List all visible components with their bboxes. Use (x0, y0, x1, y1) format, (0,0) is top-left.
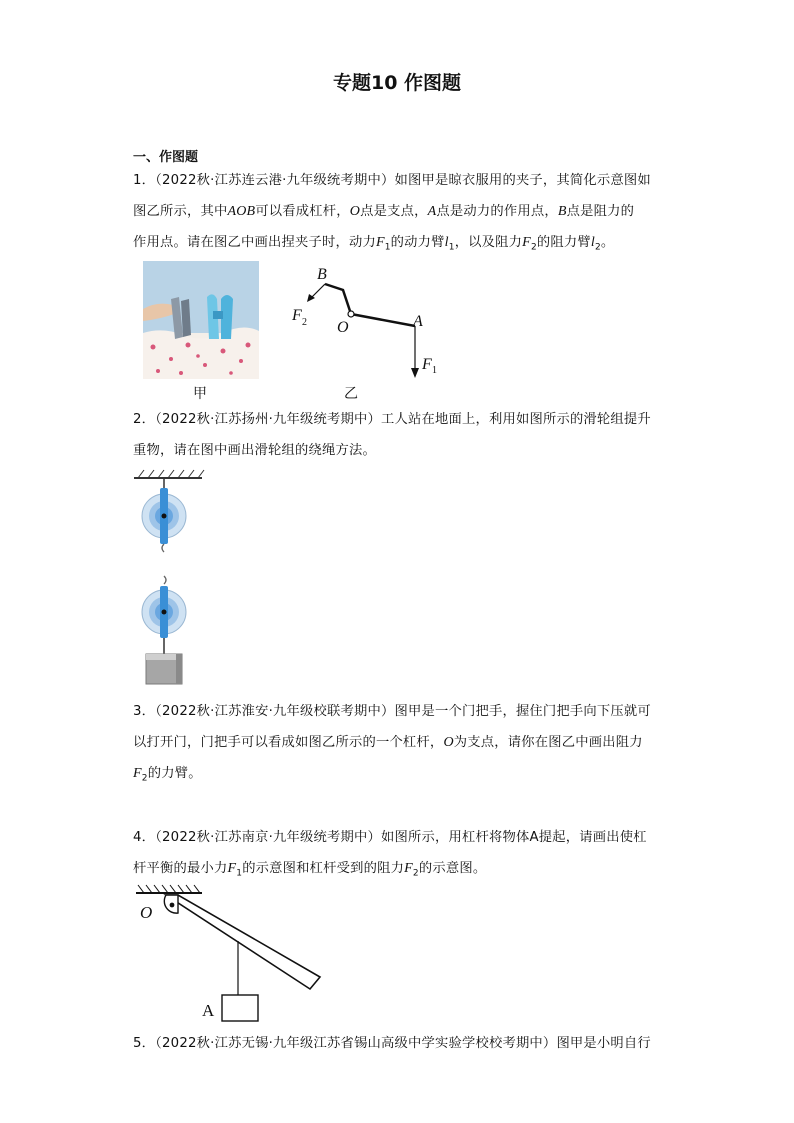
question-1: 1．（2022秋·江苏连云港·九年级统考期中）如图甲是晾衣服用的夹子，其简化示意图如 图乙所示，其中AOB可以看成杠杆，O点是支点，A点是动力的作用点，B点是阻力的 作用点。请在图乙中画出捏夹子时，动力$F_1$的动力臂$l_1$，以及阻力$F_2$的阻力臂$l_2$。 (133, 173, 651, 253)
lever-object-diagram (130, 885, 330, 1025)
label-F1: F (422, 356, 432, 373)
page-title: 专题10 作图题 (332, 72, 462, 94)
label-O: O (337, 319, 349, 336)
fixed-pulley (142, 488, 186, 544)
question-2: 2．（2022秋·江苏扬州·九年级统考期中）工人站在地面上，利用如图所示的滑轮组提升 重物，请在图中画出滑轮组的绕绳方法。 (133, 412, 651, 458)
question-5: 5．（2022秋·江苏无锡·九年级江苏省锡山高级中学实验学校校考期中）图甲是小明自行 (133, 1036, 651, 1051)
label-A: A (202, 1001, 215, 1020)
weight-block (146, 654, 182, 684)
label-F2-sub: 2 (302, 317, 307, 328)
label-F1-sub: 1 (432, 365, 437, 376)
label-O: O (140, 903, 153, 922)
movable-pulley (142, 586, 186, 638)
question-4: 4．（2022秋·江苏南京·九年级统考期中）如图所示，用杠杆将物体A提起，请画出使杠 杆平衡的最小力$F_1$的示意图和杠杆受到的阻力$F_2$的示意图。 (133, 830, 647, 879)
question-3: 3．（2022秋·江苏淮安·九年级校联考期中）图甲是一个门把手，握住门把手向下压就可 以打开门，门把手可以看成如图乙所示的一个杠杆，O为支点，请你在图乙中画出阻力 $F_2$的力臂。 (133, 704, 651, 784)
clip-lever-diagram (285, 262, 445, 382)
label-F2: F (292, 307, 302, 324)
figure-label-jia: 甲 (193, 386, 207, 402)
clothespin-photo (143, 261, 259, 379)
pulley-system-diagram (130, 470, 210, 690)
label-B: B (317, 266, 327, 283)
label-A: A (413, 313, 423, 330)
section-heading: 一、作图题 (133, 150, 199, 165)
figure-label-yi: 乙 (344, 386, 358, 402)
